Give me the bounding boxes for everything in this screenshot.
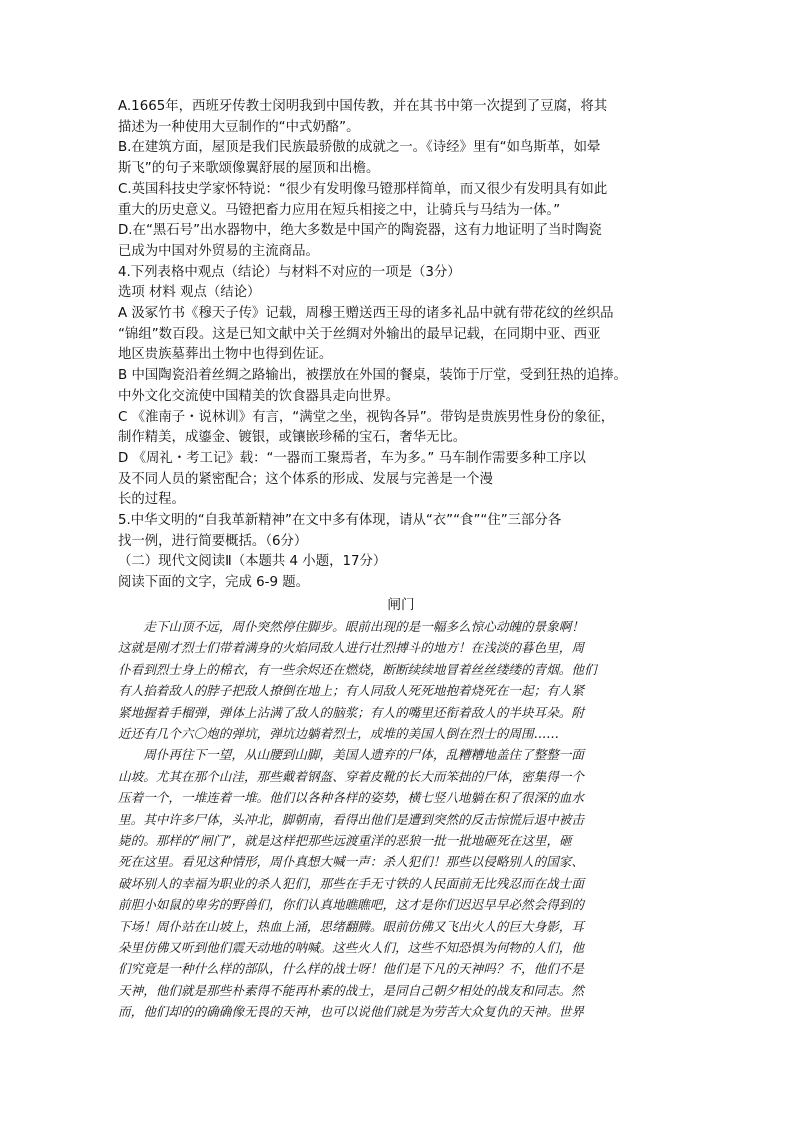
story-line: 有人掐着敌人的脖子把敌人撩倒在地上；有人同敌人死死地抱着烧死在一起；有人紧 bbox=[118, 683, 584, 699]
q3-option-b-line2: 斯飞”的句子来歌颂像翼舒展的屋顶和出檐。 bbox=[118, 161, 380, 177]
q4-option-a-line1: A 汲冢竹书《穆天子传》记载，周穆王赠送西王母的诸多礼品中就有带花纹的丝织品 bbox=[118, 306, 614, 322]
q4-option-c-line1: C 《淮南子・说林训》有言，“满堂之坐，视钩各异”。带钩是贵族男性身份的象征， bbox=[118, 409, 615, 425]
section-heading: （二）现代文阅读Ⅱ（本题共 4 小题，17分） bbox=[118, 554, 387, 570]
q3-option-d-line1: D.在“黑石号”出水器物中，绝大多数是中国产的陶瓷器，这有力地证明了当时陶瓷 bbox=[118, 223, 602, 239]
q4-option-d-line1: D 《周礼・考工记》载：“一器而工聚焉者，车为多。” 马车制作需要多种工序以 bbox=[118, 450, 586, 466]
q3-option-a-line2: 描述为一种使用大豆制作的“中式奶酪”。 bbox=[118, 119, 360, 135]
q4-option-d-line2: 及不同人员的紧密配合；这个体系的形成、发展与完善是一个漫 bbox=[118, 471, 493, 487]
story-line: 天神，他们就是那些朴素得不能再朴素的战士，是同自己朝夕相处的战友和同志。然 bbox=[118, 982, 584, 998]
q4-table-header: 选项 材料 观点（结论） bbox=[118, 285, 261, 301]
story-line: 里。其中许多尸体，头冲北，脚朝南，看得出他们是遭到突然的反击惊慌后退中被击 bbox=[118, 811, 584, 827]
q4-option-a-line2: “锦组”数百段。这是已知文献中关于丝绸对外输出的最早记载，在同期中亚、西亚 bbox=[118, 326, 601, 342]
story-line: 紧地握着手榴弹，弹体上沾满了敌人的脑浆；有人的嘴里还衔着敌人的半块耳朵。附 bbox=[118, 704, 584, 720]
story-line: 死在这里。看见这种情形，周仆真想大喊一声：杀人犯们！那些以侵略别人的国家、 bbox=[118, 854, 584, 870]
story-line: 山坡。尤其在那个山洼，那些戴着钢盔、穿着皮靴的长大而笨拙的尸体，密集得一个 bbox=[118, 768, 584, 784]
q4-option-b-line2: 中外文化交流使中国精美的饮食器具走向世界。 bbox=[118, 388, 400, 404]
story-paragraph-2 bbox=[118, 744, 684, 1022]
question-4: 4.下列表格中观点（结论）与材料不对应的一项是（3分） bbox=[118, 264, 461, 280]
story-title: 闸门 bbox=[387, 596, 415, 613]
q3-option-c-line2: 重大的历史意义。马镫把畜力应用在短兵相接之中，让骑兵与马结为一体。” bbox=[118, 202, 561, 218]
q4-option-c-line2: 制作精美，成鎏金、镀银，或镶嵌珍稀的宝石，奢华无比。 bbox=[118, 430, 467, 446]
story-line: 下场！周仆站在山坡上，热血上涌，思绪翻腾。眼前仿佛又飞出火人的巨大身影，耳 bbox=[118, 918, 584, 934]
story-line: 前胆小如鼠的卑劣的野兽们，你们认真地瞧瞧吧，这才是你们迟迟早早必然会得到的 bbox=[118, 897, 584, 913]
question-5-line2: 找一例，进行简要概括。（6分） bbox=[118, 533, 308, 549]
exam-page bbox=[118, 97, 684, 1023]
reading-instruction: 阅读下面的文字，完成 6-9 题。 bbox=[118, 575, 310, 591]
story-line: 压着一个，一堆连着一堆。他们以各种各样的姿势，横七竖八地躺在积了很深的血水 bbox=[118, 790, 584, 806]
question-5-line1: 5.中华文明的“自我革新精神”在文中多有体现，请从“衣”“食”“住”三部分各 bbox=[118, 513, 562, 529]
story-line: 破坏别人的幸福为职业的杀人犯们，那些在手无寸铁的人民面前无比残忍而在战士面 bbox=[118, 875, 584, 891]
story-paragraph-1 bbox=[118, 616, 684, 744]
story-line: 仆看到烈士身上的棉衣，有一些余烬还在燃烧，断断续续地冒着丝丝缕缕的青烟。他们 bbox=[118, 661, 597, 677]
story-line: 近还有几个六〇炮的弹坑，弹坑边躺着烈士，成堆的美国人倒在烈士的周围…… bbox=[118, 725, 559, 741]
story-line: 周仆再往下一望，从山腰到山脚，美国人遗弃的尸体，乱糟糟地盖住了整整一面 bbox=[143, 747, 584, 763]
q3-option-a-line1: A.1665年，西班牙传教士闵明我到中国传教，并在其书中第一次提到了豆腐，将其 bbox=[118, 99, 608, 114]
story-line: 们究竟是一种什么样的部队，什么样的战士呀！他们是下凡的天神吗？不，他们不是 bbox=[118, 961, 584, 977]
story-line: 而，他们却的的确确像无畏的天神，也可以说他们就是为劳苦大众复仇的天神。世界 bbox=[118, 1004, 584, 1020]
story-line: 朵里仿佛又听到他们震天动地的呐喊。这些火人们，这些不知恐惧为何物的人们，他 bbox=[118, 939, 584, 955]
q4-option-d-line3: 长的过程。 bbox=[118, 492, 185, 508]
q3-option-b-line1: B.在建筑方面，屋顶是我们民族最骄傲的成就之一。《诗经》里有“如鸟斯革，如晕 bbox=[118, 140, 601, 156]
q3-option-c-line1: C.英国科技史学家怀特说：“很少有发明像马镫那样简单，而又很少有发明具有如此 bbox=[118, 181, 608, 197]
q3-option-d-line2: 已成为中国对外贸易的主流商品。 bbox=[118, 243, 319, 259]
story-line: 毙的。那样的“闸门”，就是这样把那些远渡重洋的恶狼一批一批地砸死在这里，砸 bbox=[118, 832, 572, 848]
story-line: 这就是刚才烈士们带着满身的火焰同敌人进行壮烈搏斗的地方！在浅淡的暮色里，周 bbox=[118, 640, 584, 656]
q4-option-a-line3: 地区贵族墓葬出土物中也得到佐证。 bbox=[118, 347, 333, 363]
q4-option-b-line1: B 中国陶瓷沿着丝绸之路输出，被摆放在外国的餐桌，装饰于厅堂，受到狂热的追捧。 bbox=[118, 368, 627, 384]
story-line: 走下山顶不远，周仆突然停住脚步。眼前出现的是一幅多么惊心动魄的景象啊！ bbox=[143, 618, 584, 634]
